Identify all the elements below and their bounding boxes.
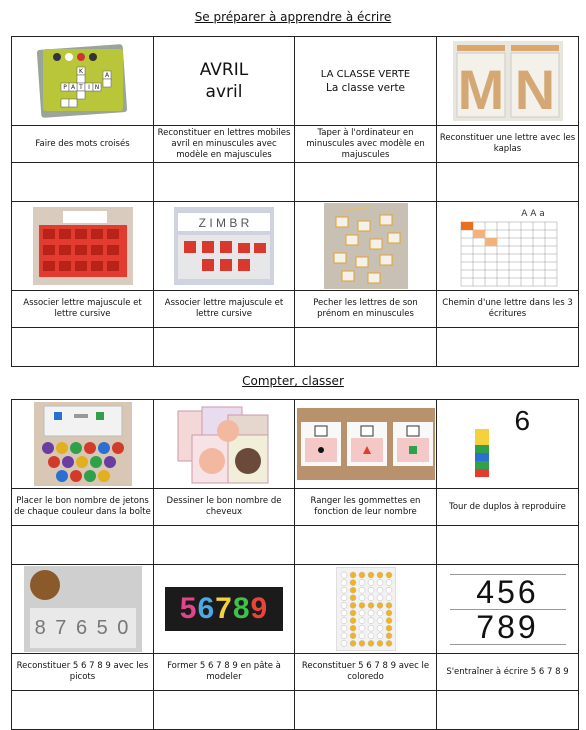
svg-text:I: I <box>87 84 90 91</box>
image-cell <box>12 565 154 654</box>
caption-cell: Reconstituer une lettre avec les kaplas <box>437 126 579 163</box>
caption-cell: Tour de duplos à reproduire <box>437 489 579 526</box>
coloredo-peg <box>368 618 374 624</box>
table-compter <box>11 399 579 730</box>
stickers-boxes-image <box>297 408 435 480</box>
coloredo-peg <box>386 595 392 601</box>
coloredo-peg <box>386 580 392 586</box>
empty-cell <box>12 328 154 367</box>
duplo-digit: 6 <box>514 405 531 436</box>
caption-cell: Ranger les gommettes en fonction de leur nombre <box>295 489 437 526</box>
table-ecrire <box>11 36 579 367</box>
duplo-blocks <box>471 405 511 485</box>
empty-cell <box>154 691 295 730</box>
caption-cell: Taper à l'ordinateur en minuscules avec modèle en majuscules <box>295 126 437 163</box>
duplo-tower-image <box>453 401 563 487</box>
coloredo-peg <box>341 610 347 616</box>
caption-cell: Faire des mots croisés <box>12 126 154 163</box>
coloredo-peg <box>368 572 374 578</box>
writing-digits-top: 456 <box>450 574 566 610</box>
coloredo-peg <box>359 587 365 593</box>
kapla-letters-image <box>453 41 563 121</box>
letter-path-grid-image <box>453 204 563 288</box>
empty-cell <box>12 526 154 565</box>
avril-lower: avril <box>205 82 243 102</box>
fishing-letters-image <box>324 203 408 289</box>
coloredo-peg <box>368 587 374 593</box>
kapla-letter-m: M <box>457 58 504 121</box>
image-cell <box>12 400 154 489</box>
caption-cell: S'entraîner à écrire 5 6 7 8 9 <box>437 654 579 691</box>
coloredo-peg <box>386 625 392 631</box>
coloredo-peg <box>341 595 347 601</box>
image-cell <box>154 565 295 654</box>
coloredo-peg <box>359 640 365 646</box>
coloredo-peg <box>377 610 383 616</box>
coloredo-peg <box>386 602 392 608</box>
coloredo-peg <box>350 625 356 631</box>
svg-text:A: A <box>70 84 75 91</box>
image-cell <box>295 565 437 654</box>
coloredo-peg <box>359 580 365 586</box>
image-cell <box>437 565 579 654</box>
coloredo-peg <box>350 587 356 593</box>
writing-practice-image <box>450 574 566 645</box>
caption-cell: Placer le bon nombre de jetons de chaque couleur dans la boîte <box>12 489 154 526</box>
pate-digits: 56789 <box>179 592 269 625</box>
empty-cell <box>154 163 295 202</box>
empty-cell <box>12 691 154 730</box>
coloredo-peg <box>341 640 347 646</box>
coloredo-peg <box>386 610 392 616</box>
coloredo-peg <box>377 587 383 593</box>
coloredo-peg <box>377 572 383 578</box>
coloredo-peg <box>341 587 347 593</box>
classe-verte-lower: La classe verte <box>325 81 406 94</box>
coloredo-peg <box>386 640 392 646</box>
coloredo-peg <box>341 625 347 631</box>
coloredo-peg <box>341 572 347 578</box>
svg-text:T: T <box>78 84 83 91</box>
coloredo-peg <box>350 595 356 601</box>
empty-cell <box>437 691 579 730</box>
empty-cell <box>295 328 437 367</box>
image-cell <box>154 400 295 489</box>
image-cell <box>154 202 295 291</box>
coloredo-peg <box>377 633 383 639</box>
coloredo-peg <box>368 580 374 586</box>
coloredo-peg <box>341 580 347 586</box>
picots-image <box>24 566 142 652</box>
coloredo-peg <box>368 595 374 601</box>
coloredo-peg <box>359 610 365 616</box>
empty-cell <box>154 328 295 367</box>
coloredo-peg <box>359 602 365 608</box>
coloredo-peg <box>377 625 383 631</box>
image-cell <box>295 400 437 489</box>
avril-upper: AVRIL <box>199 60 249 80</box>
coloredo-peg <box>368 610 374 616</box>
image-cell <box>437 202 579 291</box>
empty-cell <box>437 328 579 367</box>
coloredo-peg <box>386 572 392 578</box>
coloredo-peg <box>350 572 356 578</box>
empty-cell <box>437 163 579 202</box>
svg-text:N: N <box>94 84 99 91</box>
text-image-cell <box>295 37 437 126</box>
coloredo-peg <box>368 640 374 646</box>
caption-cell: Associer lettre majuscule et lettre cursive <box>12 291 154 328</box>
coloredo-peg <box>359 633 365 639</box>
pate-digits-image <box>165 587 283 631</box>
zimbr-word: Z I M B R <box>198 216 250 230</box>
picots-digits: 8 7 6 5 0 <box>30 608 136 648</box>
section-title-compter: Compter, classer <box>242 374 344 388</box>
empty-cell <box>295 163 437 202</box>
coloredo-peg <box>359 625 365 631</box>
zimbr-tray-image <box>174 207 274 285</box>
coloredo-peg <box>386 633 392 639</box>
image-cell <box>12 202 154 291</box>
coloredo-peg <box>359 618 365 624</box>
svg-text:P: P <box>62 84 67 91</box>
empty-cell <box>154 526 295 565</box>
caption-cell: Dessiner le bon nombre de cheveux <box>154 489 295 526</box>
caption-cell: Reconstituer 5 6 7 8 9 avec les picots <box>12 654 154 691</box>
image-cell <box>437 400 579 489</box>
coloredo-peg <box>341 633 347 639</box>
image-cell <box>12 37 154 126</box>
letter-header: A A a <box>520 209 545 219</box>
coloredo-peg <box>350 618 356 624</box>
text-image-cell <box>154 37 295 126</box>
svg-text:K: K <box>78 68 83 75</box>
coloredo-peg <box>341 618 347 624</box>
coloredo-peg <box>386 618 392 624</box>
coloredo-peg <box>368 602 374 608</box>
writing-digits-bottom: 789 <box>450 610 566 645</box>
section-title-ecrire: Se préparer à apprendre à écrire <box>194 10 392 24</box>
caption-cell: Former 5 6 7 8 9 en pâte à modeler <box>154 654 295 691</box>
empty-cell <box>12 163 154 202</box>
coloredo-peg <box>377 602 383 608</box>
empty-cell <box>295 691 437 730</box>
coloredo-peg <box>377 618 383 624</box>
caption-cell: Reconstituer 5 6 7 8 9 avec le coloredo <box>295 654 437 691</box>
coloredo-peg <box>350 633 356 639</box>
coloredo-peg <box>377 580 383 586</box>
coloredo-peg <box>386 587 392 593</box>
classe-verte-upper: LA CLASSE VERTE <box>320 68 411 80</box>
caption-cell: Reconstituer en lettres mobiles avril en minuscules avec modèle en majuscules <box>154 126 295 163</box>
image-cell <box>437 37 579 126</box>
coloredo-peg <box>350 610 356 616</box>
image-cell <box>295 202 437 291</box>
coloredo-peg <box>359 595 365 601</box>
crossword-image <box>37 43 129 119</box>
coloredo-peg <box>368 625 374 631</box>
caption-cell: Pecher les lettres de son prénom en minuscules <box>295 291 437 328</box>
coloredo-peg <box>377 640 383 646</box>
picots-bowl <box>30 570 60 600</box>
letter-tray-image <box>33 207 133 285</box>
coloredo-peg <box>359 572 365 578</box>
kapla-letter-n: N <box>514 58 555 121</box>
empty-cell <box>295 526 437 565</box>
coloredo-image <box>336 567 396 651</box>
caption-cell: Chemin d'une lettre dans les 3 écritures <box>437 291 579 328</box>
coloredo-peg <box>368 633 374 639</box>
tokens-box-image <box>34 402 132 486</box>
empty-cell <box>437 526 579 565</box>
coloredo-peg <box>350 580 356 586</box>
svg-text:A: A <box>104 72 109 79</box>
coloredo-peg <box>377 595 383 601</box>
caption-cell: Associer lettre majuscule et lettre cursive <box>154 291 295 328</box>
hair-cards-image <box>172 401 276 487</box>
coloredo-peg <box>350 640 356 646</box>
coloredo-peg <box>341 602 347 608</box>
coloredo-peg <box>350 602 356 608</box>
